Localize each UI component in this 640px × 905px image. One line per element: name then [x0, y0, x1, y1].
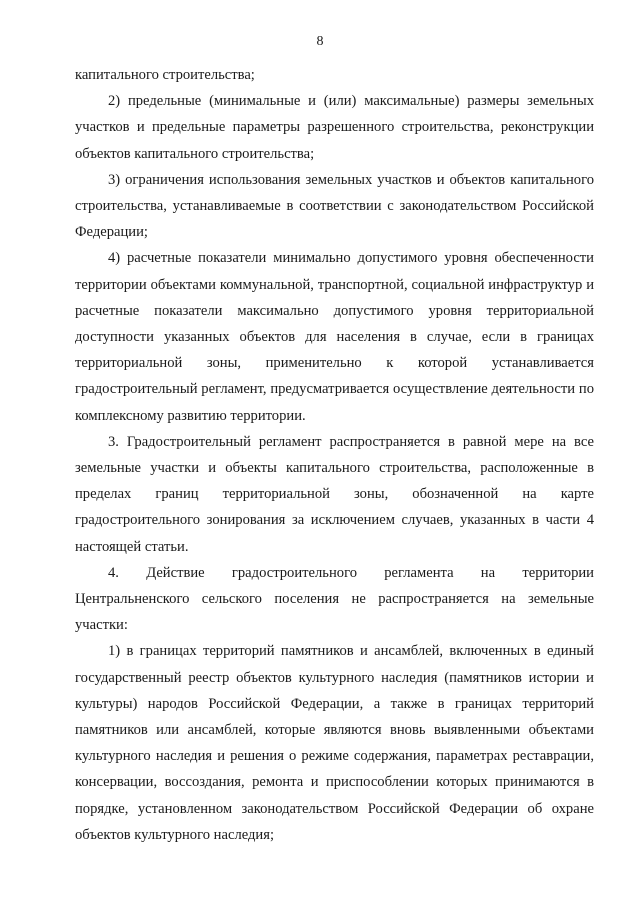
paragraph-clause-4: 4. Действие градостроительного регламента на территории Центральненского сельского поселения не распространяется на земельные участки: — [75, 564, 594, 634]
paragraph-item-3: 3) ограничения использования земельных участков и объектов капитального строительства, устанавливаемые в соответствии с законодательством Российской Федерации; — [75, 171, 594, 241]
paragraph-item-4: 4) расчетные показатели минимально допустимого уровня обеспеченности территории объектами коммунальной, транспортной, социальной инфраструктур и расчетные показатели максимально допустимого уровня территориальной доступности указанных объектов для населения в случае, если в границах территориальной зоны, применительно к которой устанавливается градостроительный регламент, предусматривается осуществление деятельности по комплексному развитию территории. — [75, 250, 594, 424]
page-number: 8 — [316, 34, 324, 49]
paragraph-item-2: 2) предельные (минимальные и (или) максимальные) размеры земельных участков и предельные параметры разрешенного строительства, реконструкции объектов капитального строительства; — [75, 93, 594, 162]
paragraph-clause-3: 3. Градостроительный регламент распространяется в равной мере на все земельные участки и объекты капитального строительства, расположенные в пределах границ территориальной зоны, обозначенной на карте градостроительного зонирования за исключением случаев, указанных в части 4 настоящей статьи. — [75, 433, 594, 555]
paragraph-continuation: капитального строительства; — [75, 67, 255, 83]
document-body — [75, 62, 594, 848]
paragraph-clause-4-item-1: 1) в границах территорий памятников и ансамблей, включенных в единый государственный реестр объектов культурного наследия (памятников истории и культуры) народов Российской Федерации, а также в границах территорий памятников или ансамблей, которые являются вновь выявленными объектами культурного наследия и решения о режиме содержания, параметрах реставрации, консервации, воссоздания, ремонта и приспособлении которых принимаются в порядке, установленном законодательством Российской Федерации об охране объектов культурного наследия; — [75, 643, 594, 843]
